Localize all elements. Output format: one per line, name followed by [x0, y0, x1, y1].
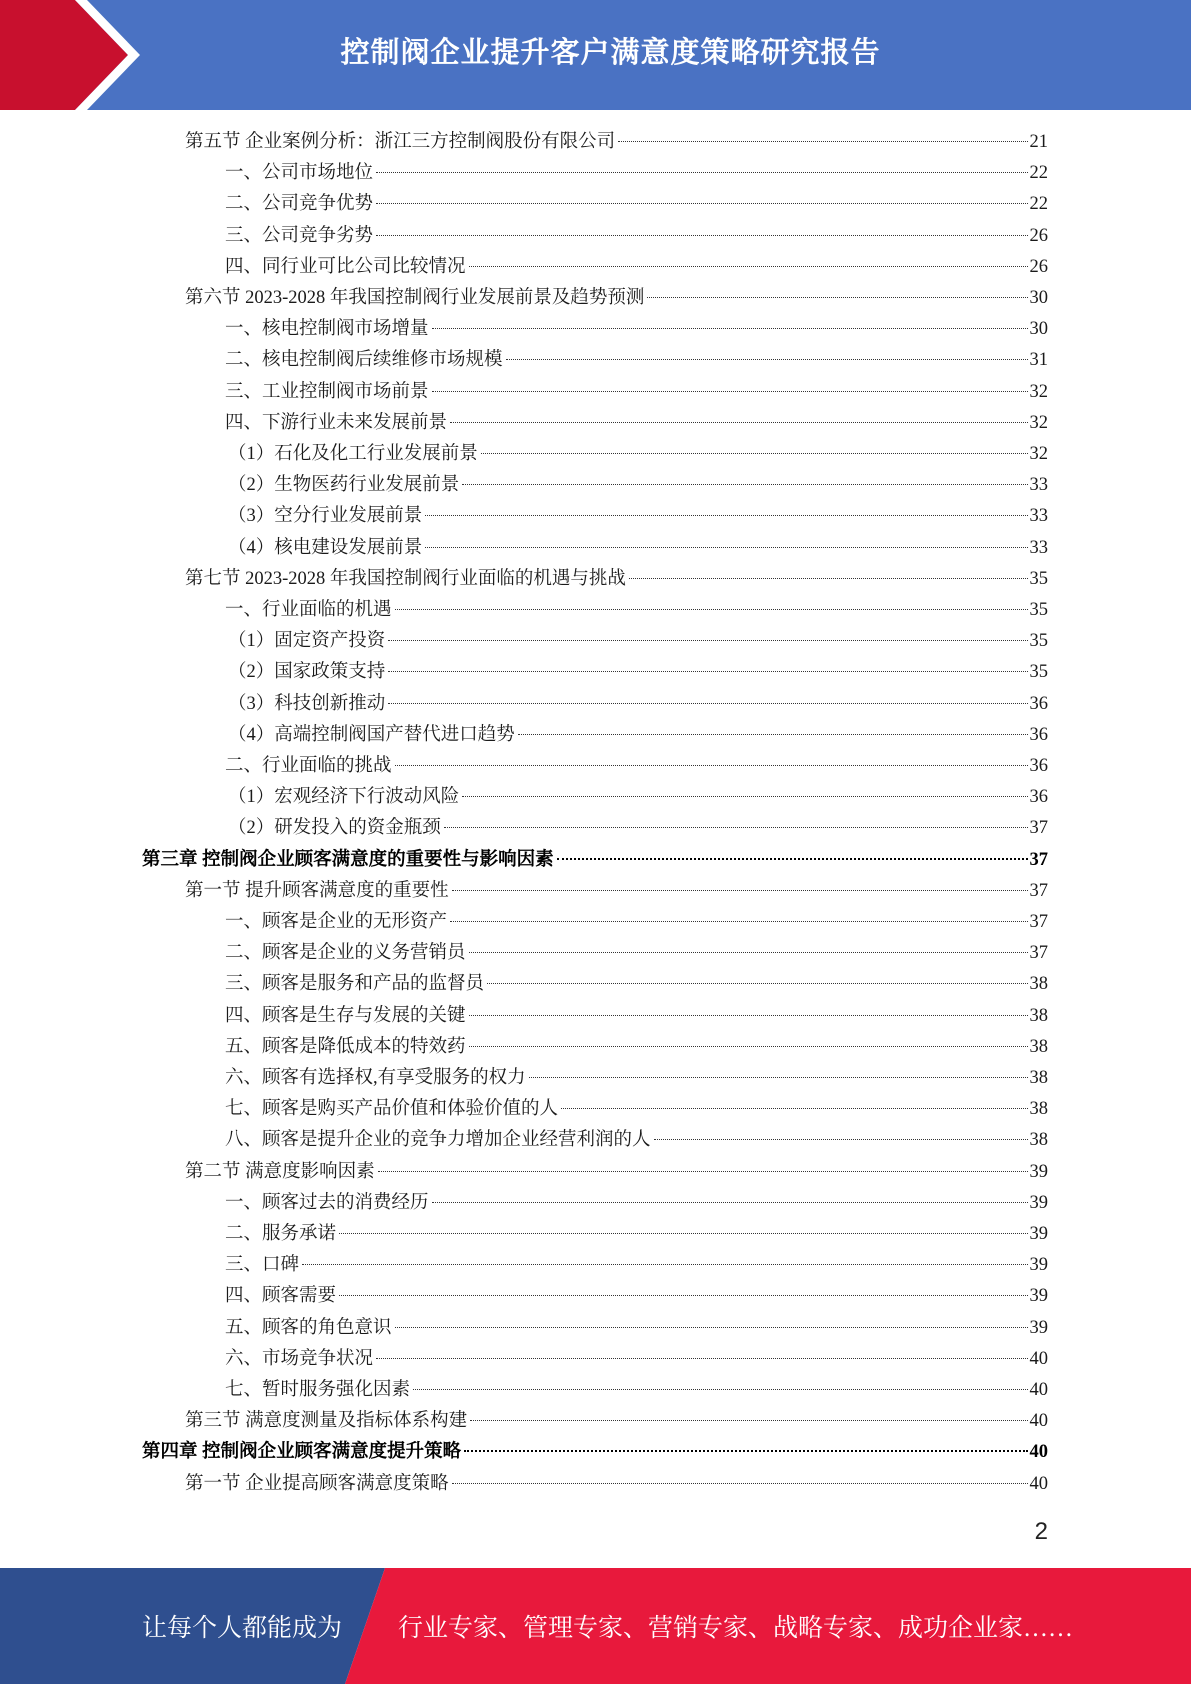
toc-entry-title: （3）空分行业发展前景 — [228, 506, 423, 527]
toc-dot-leader — [432, 328, 1028, 329]
toc-entry[interactable] — [225, 1032, 1048, 1063]
toc-entry-page: 26 — [1029, 225, 1048, 246]
report-title: 控制阀企业提升客户满意度策略研究报告 — [340, 34, 881, 69]
toc-entry-page: 21 — [1029, 132, 1048, 152]
toc-entry-title: 四、顾客需要 — [225, 1286, 337, 1307]
toc-entry-title: 第七节 2023-2028 年我国控制阀行业面临的机遇与挑战 — [185, 568, 626, 589]
toc-dot-leader — [469, 952, 1028, 953]
toc-entry-title: 第四章 控制阀企业顾客满意度提升策略 — [142, 1442, 462, 1463]
toc-entry-title: 四、顾客是生存与发展的关键 — [225, 1005, 466, 1026]
toc-entry-title: （4）高端控制阀国产替代进口趋势 — [228, 724, 515, 745]
toc-entry-title: 二、服务承诺 — [225, 1224, 337, 1244]
toc-entry-title: 第一节 提升顾客满意度的重要性 — [185, 880, 449, 901]
footer-slogan-left: 让每个人都能成为 — [142, 1615, 343, 1642]
toc-entry-title: 一、公司市场地位 — [225, 163, 374, 184]
toc-dot-leader — [462, 484, 1027, 485]
toc-dot-leader — [462, 796, 1027, 797]
toc-entry[interactable] — [225, 751, 1048, 782]
red-chevron-graphic — [0, 0, 150, 110]
footer-banner — [0, 1568, 1191, 1684]
toc-entry[interactable] — [228, 439, 1048, 470]
toc-entry-page: 22 — [1029, 163, 1048, 184]
toc-dot-leader — [469, 266, 1028, 267]
toc-dot-leader — [376, 172, 1027, 173]
toc-dot-leader — [450, 921, 1027, 922]
toc-entry[interactable] — [225, 1313, 1048, 1344]
toc-entry-page: 36 — [1029, 724, 1048, 745]
toc-entry-page: 35 — [1029, 662, 1048, 683]
toc-entry[interactable] — [225, 158, 1048, 189]
toc-entry[interactable] — [225, 314, 1048, 345]
toc-entry-title: 四、同行业可比公司比较情况 — [225, 256, 466, 277]
toc-dot-leader — [395, 609, 1028, 610]
toc-entry-title: （4）核电建设发展前景 — [228, 537, 423, 558]
toc-entry-page: 36 — [1029, 756, 1048, 776]
toc-entry[interactable] — [225, 907, 1048, 938]
toc-entry-page: 35 — [1029, 600, 1048, 620]
toc-entry-page: 36 — [1029, 787, 1048, 808]
toc-entry[interactable] — [185, 564, 1048, 595]
toc-entry-page: 39 — [1029, 1286, 1048, 1307]
toc-entry-title: （2）生物医药行业发展前景 — [228, 475, 460, 496]
toc-entry-page: 40 — [1029, 1473, 1048, 1494]
toc-entry-title: 三、工业控制阀市场前景 — [225, 381, 429, 402]
toc-dot-leader — [469, 1046, 1028, 1047]
toc-dot-leader — [388, 640, 1027, 641]
toc-dot-leader — [444, 827, 1028, 828]
toc-entry-title: 六、市场竞争状况 — [225, 1348, 374, 1369]
toc-entry[interactable] — [225, 221, 1048, 252]
toc-entry-title: 七、暂时服务强化因素 — [225, 1380, 411, 1400]
toc-entry-title: 四、下游行业未来发展前景 — [225, 412, 448, 433]
toc-entry[interactable] — [225, 969, 1048, 1000]
toc-dot-leader — [425, 547, 1027, 548]
toc-dot-leader — [561, 1108, 1027, 1109]
toc-entry-page: 39 — [1029, 1161, 1048, 1182]
toc-entry-title: 三、公司竞争劣势 — [225, 225, 374, 246]
toc-entry-page: 32 — [1029, 412, 1048, 433]
toc-entry-title: 第一节 企业提高顾客满意度策略 — [185, 1473, 449, 1494]
toc-entry-page: 37 — [1029, 818, 1048, 839]
toc-entry-title: 一、顾客过去的消费经历 — [225, 1192, 429, 1213]
toc-dot-leader — [339, 1295, 1027, 1296]
toc-dot-leader — [629, 578, 1028, 579]
toc-entry-page: 39 — [1029, 1255, 1048, 1276]
toc-entry-page: 40 — [1029, 1442, 1048, 1463]
toc-entry-page: 38 — [1029, 974, 1048, 995]
toc-entry-page: 38 — [1029, 1005, 1048, 1026]
toc-entry[interactable] — [225, 189, 1048, 220]
toc-entry-title: 第三章 控制阀企业顾客满意度的重要性与影响因素 — [142, 849, 554, 870]
toc-entry[interactable] — [185, 1157, 1048, 1188]
toc-entry[interactable] — [228, 626, 1048, 657]
toc-dot-leader — [378, 1171, 1028, 1172]
toc-entry-page: 37 — [1029, 880, 1048, 901]
toc-entry-page: 32 — [1029, 444, 1048, 464]
page-number: 2 — [1034, 1518, 1048, 1545]
toc-entry[interactable] — [225, 1188, 1048, 1219]
toc-entry[interactable] — [225, 1219, 1048, 1250]
toc-entry-title: 第五节 企业案例分析：浙江三方控制阀股份有限公司 — [185, 132, 616, 152]
toc-entry[interactable] — [225, 595, 1048, 626]
toc-entry-title: （3）科技创新推动 — [228, 693, 386, 714]
toc-entry[interactable] — [142, 1437, 1048, 1468]
toc-entry[interactable] — [228, 782, 1048, 813]
toc-entry-title: 二、核电控制阀后续维修市场规模 — [225, 350, 503, 371]
toc-dot-leader — [487, 983, 1027, 984]
toc-dot-leader — [376, 203, 1027, 204]
toc-entry-page: 33 — [1029, 475, 1048, 496]
toc-entry[interactable] — [142, 845, 1048, 876]
toc-dot-leader — [395, 765, 1028, 766]
toc-entry[interactable] — [228, 533, 1048, 564]
toc-entry-title: 五、顾客的角色意识 — [225, 1317, 392, 1338]
toc-entry-page: 30 — [1029, 319, 1048, 340]
toc-dot-leader — [388, 671, 1027, 672]
toc-dot-leader — [413, 1389, 1027, 1390]
toc-dot-leader — [339, 1233, 1027, 1234]
toc-entry-page: 39 — [1029, 1192, 1048, 1213]
toc-entry-page: 38 — [1029, 1036, 1048, 1057]
toc-entry-page: 31 — [1029, 350, 1048, 371]
toc-entry[interactable] — [225, 1375, 1048, 1406]
toc-entry[interactable] — [225, 1250, 1048, 1281]
toc-entry[interactable] — [185, 876, 1048, 907]
toc-dot-leader — [481, 453, 1028, 454]
toc-entry[interactable] — [225, 1094, 1048, 1125]
toc-entry[interactable] — [228, 501, 1048, 532]
toc-entry-page: 37 — [1029, 943, 1048, 964]
toc-dot-leader — [388, 703, 1027, 704]
toc-entry[interactable] — [225, 1001, 1048, 1032]
toc-entry-title: 一、行业面临的机遇 — [225, 600, 392, 620]
toc-entry-page: 22 — [1029, 194, 1048, 215]
toc-entry[interactable] — [225, 1281, 1048, 1312]
toc-entry-page: 37 — [1029, 849, 1048, 870]
toc-dot-leader — [425, 515, 1027, 516]
toc-dot-leader — [452, 1483, 1028, 1484]
toc-entry-page: 39 — [1029, 1317, 1048, 1338]
toc-dot-leader — [464, 1450, 1027, 1452]
toc-entry-title: 三、顾客是服务和产品的监督员 — [225, 974, 485, 995]
toc-entry-title: 第二节 满意度影响因素 — [185, 1161, 375, 1182]
header-banner — [0, 0, 1191, 110]
toc-entry[interactable] — [228, 813, 1048, 844]
toc-entry-page: 38 — [1029, 1130, 1048, 1151]
toc-dot-leader — [518, 734, 1028, 735]
toc-entry-page: 36 — [1029, 693, 1048, 714]
toc-dot-leader — [529, 1077, 1028, 1078]
toc-entry-page: 37 — [1029, 912, 1048, 932]
toc-entry[interactable] — [225, 408, 1048, 439]
toc-dot-leader — [432, 391, 1028, 392]
toc-entry-title: 五、顾客是降低成本的特效药 — [225, 1036, 466, 1057]
toc-entry-title: 一、顾客是企业的无形资产 — [225, 912, 448, 932]
toc-entry-title: 二、顾客是企业的义务营销员 — [225, 943, 466, 964]
toc-entry[interactable] — [185, 127, 1048, 158]
toc-entry-page: 33 — [1029, 506, 1048, 527]
toc-entry-title: （2）国家政策支持 — [228, 662, 386, 683]
toc-entry-title: 二、公司竞争优势 — [225, 194, 374, 215]
toc-dot-leader — [647, 297, 1027, 298]
toc-dot-leader — [302, 1264, 1027, 1265]
toc-entry[interactable] — [225, 377, 1048, 408]
toc-dot-leader — [506, 359, 1028, 360]
toc-entry-page: 35 — [1029, 631, 1048, 652]
footer-slogan-right: 行业专家、管理专家、营销专家、战略专家、成功企业家…… — [398, 1615, 1074, 1642]
toc-entry[interactable] — [228, 657, 1048, 688]
toc-dot-leader — [395, 1327, 1028, 1328]
toc-entry-page: 33 — [1029, 537, 1048, 558]
toc-entry-title: 第六节 2023-2028 年我国控制阀行业发展前景及趋势预测 — [185, 288, 645, 308]
toc-entry-title: 二、行业面临的挑战 — [225, 756, 392, 776]
toc-entry-title: （1）固定资产投资 — [228, 631, 386, 652]
toc-entry-page: 40 — [1029, 1380, 1048, 1400]
toc-entry-title: 八、顾客是提升企业的竞争力增加企业经营利润的人 — [225, 1130, 651, 1151]
toc-entry[interactable] — [225, 1063, 1048, 1094]
toc-entry-title: 第三节 满意度测量及指标体系构建 — [185, 1411, 468, 1432]
toc-entry-title: （1）宏观经济下行波动风险 — [228, 787, 460, 808]
toc-entry-page: 26 — [1029, 256, 1048, 277]
toc-dot-leader — [450, 422, 1027, 423]
toc-dot-leader — [654, 1139, 1028, 1140]
toc-entry-title: （1）石化及化工行业发展前景 — [228, 444, 478, 464]
toc-entry[interactable] — [185, 283, 1048, 314]
toc-entry-title: 三、口碑 — [225, 1255, 300, 1276]
toc-entry-page: 32 — [1029, 381, 1048, 402]
toc-dot-leader — [557, 858, 1028, 860]
toc-dot-leader — [376, 1358, 1027, 1359]
toc-dot-leader — [452, 890, 1028, 891]
toc-entry-page: 40 — [1029, 1348, 1048, 1369]
toc-entry[interactable] — [225, 1125, 1048, 1156]
toc-entry-title: 一、核电控制阀市场增量 — [225, 319, 429, 340]
toc-dot-leader — [469, 1015, 1028, 1016]
toc-entry[interactable] — [228, 720, 1048, 751]
toc-entry-page: 35 — [1029, 568, 1048, 589]
toc-entry[interactable] — [225, 1344, 1048, 1375]
toc-entry[interactable] — [228, 470, 1048, 501]
toc-dot-leader — [618, 141, 1027, 142]
toc-entry[interactable] — [185, 1469, 1048, 1500]
toc-entry[interactable] — [228, 689, 1048, 720]
toc-entry-page: 39 — [1029, 1224, 1048, 1244]
toc-entry-title: 七、顾客是购买产品价值和体验价值的人 — [225, 1099, 559, 1120]
toc-entry-page: 38 — [1029, 1068, 1048, 1088]
toc-entry[interactable] — [225, 345, 1048, 376]
toc-entry-page: 40 — [1029, 1411, 1048, 1432]
toc-dot-leader — [376, 235, 1027, 236]
toc-entry-page: 30 — [1029, 288, 1048, 308]
toc-entry[interactable] — [225, 938, 1048, 969]
toc-entry-title: 六、顾客有选择权,有享受服务的权力 — [225, 1068, 526, 1088]
toc-entry-page: 38 — [1029, 1099, 1048, 1120]
toc-entry[interactable] — [225, 252, 1048, 283]
toc-entry[interactable] — [185, 1406, 1048, 1437]
toc-dot-leader — [432, 1202, 1028, 1203]
toc-entry-title: （2）研发投入的资金瓶颈 — [228, 818, 441, 839]
toc-dot-leader — [470, 1420, 1027, 1421]
